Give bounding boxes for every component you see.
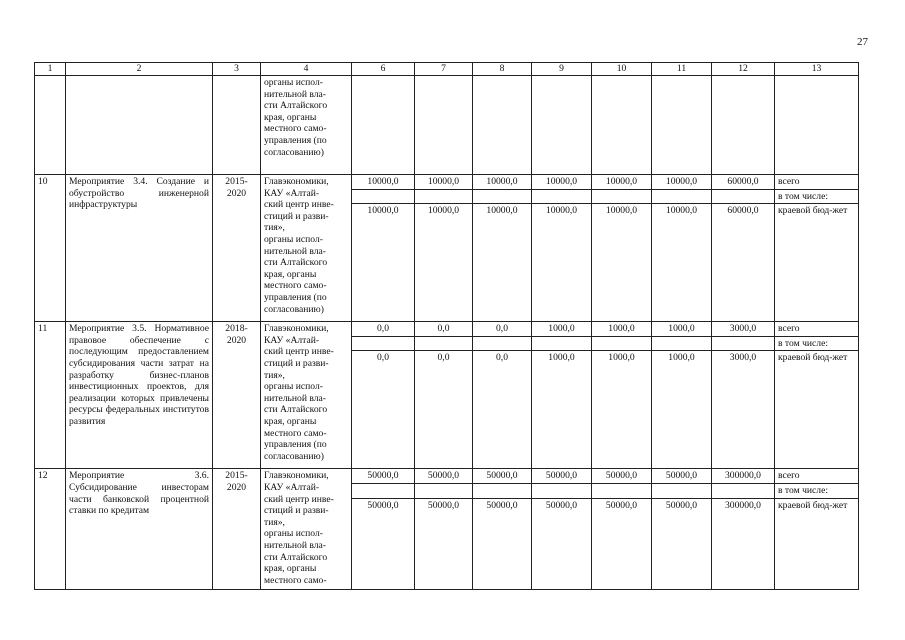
budget-value: 1000,0 (532, 351, 592, 469)
column-number: 3 (213, 63, 261, 76)
executor-cell: Главэкономики, КАУ «Алтай- ский центр инве- стиций и разви- тия», органы испол- нительной вла- сти Алтайского края, органы местного само- (261, 469, 352, 589)
column-number: 13 (775, 63, 859, 76)
total-value: 10000,0 (415, 175, 473, 190)
total-value: 50000,0 (652, 469, 712, 484)
total-value: 50000,0 (352, 469, 415, 484)
budget-value: 50000,0 (652, 498, 712, 589)
total-sum: 3000,0 (712, 322, 775, 337)
row-number: 10 (35, 175, 66, 322)
budget-value: 10000,0 (473, 204, 532, 322)
source-including-label: в том числе: (775, 189, 859, 204)
source-including-label: в том числе: (775, 483, 859, 498)
budget-value: 50000,0 (532, 498, 592, 589)
budget-value: 50000,0 (352, 498, 415, 589)
budget-value: 50000,0 (592, 498, 652, 589)
budget-value: 10000,0 (352, 204, 415, 322)
column-number: 6 (352, 63, 415, 76)
total-value: 0,0 (415, 322, 473, 337)
row-number: 11 (35, 322, 66, 469)
page-number: 27 (857, 36, 868, 48)
budget-value: 10000,0 (592, 204, 652, 322)
budget-value: 10000,0 (652, 204, 712, 322)
measure-title: Мероприятие 3.5. Нормативное правовое обеспечение с последующим предоставлением субсидирования части затрат на разработку бизнес-планов инвестиционных проектов, для реализации которых привлечены ресурсы федеральных институтов развития (66, 322, 213, 469)
total-value: 0,0 (352, 322, 415, 337)
source-budget-label: краевой бюд-жет (775, 204, 859, 322)
table-row (35, 469, 859, 484)
column-number: 9 (532, 63, 592, 76)
column-number: 4 (261, 63, 352, 76)
budget-value: 0,0 (352, 351, 415, 469)
total-value: 50000,0 (473, 469, 532, 484)
budget-value: 0,0 (415, 351, 473, 469)
total-value: 10000,0 (473, 175, 532, 190)
total-value: 10000,0 (592, 175, 652, 190)
executor-cell: Главэкономики, КАУ «Алтай- ский центр инве- стиций и разви- тия», органы испол- нительной вла- сти Алтайского края, органы местного само- управления (по согласованию) (261, 322, 352, 469)
row-number: 12 (35, 469, 66, 589)
column-number: 7 (415, 63, 473, 76)
source-budget-label: краевой бюд-жет (775, 351, 859, 469)
source-total-label: всего (775, 322, 859, 337)
column-number-row (35, 63, 859, 76)
measure-title: Мероприятие 3.4. Создание и обустройство инженерной инфраструктуры (66, 175, 213, 322)
column-number: 2 (66, 63, 213, 76)
source-budget-label: краевой бюд-жет (775, 498, 859, 589)
total-value: 10000,0 (532, 175, 592, 190)
executor-cell: Главэкономики, КАУ «Алтай- ский центр инве- стиций и разви- тия», органы испол- нительной вла- сти Алтайского края, органы местного само- управления (по согласованию) (261, 175, 352, 322)
total-value: 50000,0 (532, 469, 592, 484)
column-number: 8 (473, 63, 532, 76)
source-total-label: всего (775, 469, 859, 484)
table-row (35, 175, 859, 190)
measure-title: Мероприятие 3.6. Субсидирование инвесторам части банковской процентной ставки по кредитам (66, 469, 213, 589)
total-value: 0,0 (473, 322, 532, 337)
years-cell: 2018-2020 (213, 322, 261, 469)
total-value: 50000,0 (592, 469, 652, 484)
source-total-label: всего (775, 175, 859, 190)
program-table (34, 62, 859, 590)
budget-value: 50000,0 (415, 498, 473, 589)
executor-cell: органы испол- нительной вла- сти Алтайского края, органы местного само- управления (по согласованию) (261, 76, 352, 175)
total-sum: 60000,0 (712, 175, 775, 190)
total-value: 50000,0 (415, 469, 473, 484)
total-value: 1000,0 (592, 322, 652, 337)
column-number: 1 (35, 63, 66, 76)
budget-value: 0,0 (473, 351, 532, 469)
budget-value: 1000,0 (592, 351, 652, 469)
column-number: 11 (652, 63, 712, 76)
total-sum: 300000,0 (712, 469, 775, 484)
total-value: 1000,0 (532, 322, 592, 337)
budget-value: 50000,0 (473, 498, 532, 589)
budget-value: 10000,0 (415, 204, 473, 322)
years-cell: 2015-2020 (213, 469, 261, 589)
budget-value: 1000,0 (652, 351, 712, 469)
total-value: 1000,0 (652, 322, 712, 337)
budget-sum: 60000,0 (712, 204, 775, 322)
source-including-label: в том числе: (775, 336, 859, 351)
total-value: 10000,0 (352, 175, 415, 190)
budget-sum: 300000,0 (712, 498, 775, 589)
budget-sum: 3000,0 (712, 351, 775, 469)
column-number: 12 (712, 63, 775, 76)
table-row (35, 322, 859, 337)
continuation-row (35, 76, 859, 175)
column-number: 10 (592, 63, 652, 76)
years-cell: 2015-2020 (213, 175, 261, 322)
total-value: 10000,0 (652, 175, 712, 190)
budget-value: 10000,0 (532, 204, 592, 322)
